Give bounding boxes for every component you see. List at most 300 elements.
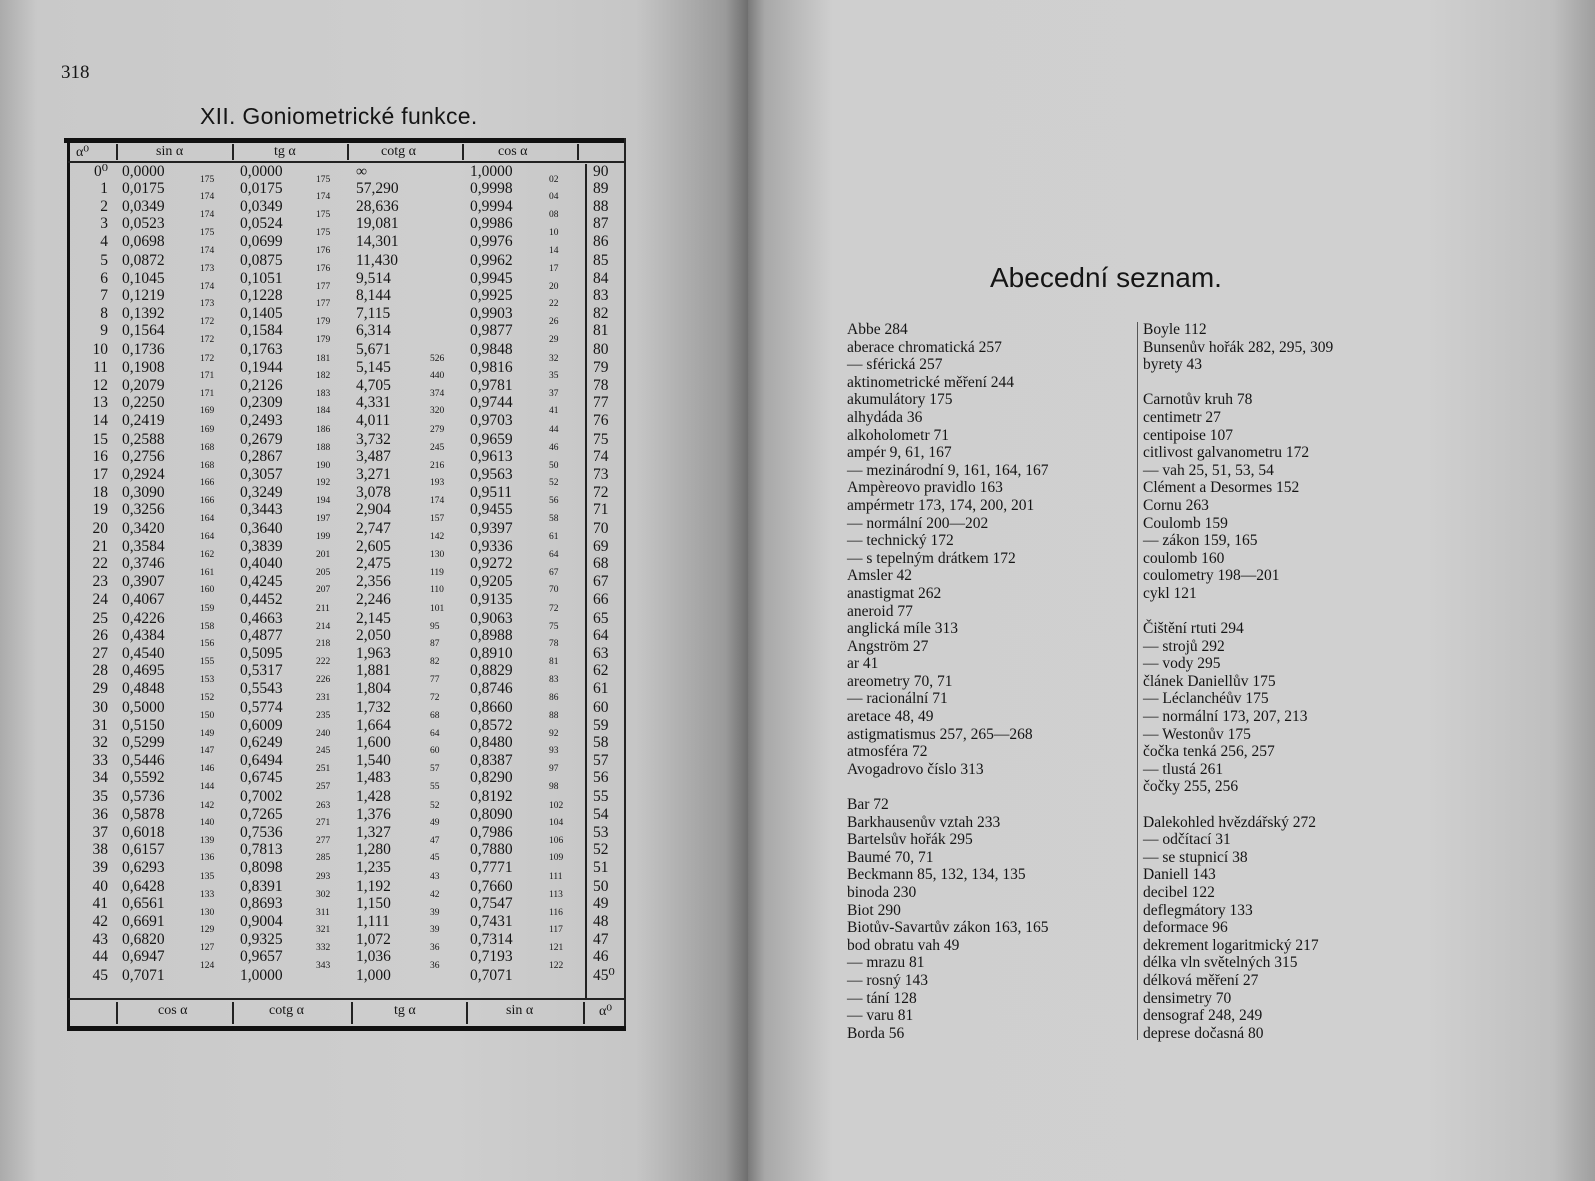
cos-difference: 70 (549, 585, 559, 596)
sin-cell: 0,5878 (122, 805, 165, 823)
index-entry: — tlustá 261 (1143, 760, 1224, 778)
cos-difference: 113 (549, 890, 563, 900)
tg-cell: 0,1763 (240, 341, 283, 359)
tg-cell: 0,4040 (240, 555, 283, 573)
complement-angle-cell: 66 (593, 590, 609, 608)
index-entry: ampérmetr 173, 174, 200, 201 (847, 496, 1035, 514)
index-entry: ar 41 (847, 655, 879, 673)
sin-cell: 0,5736 (122, 788, 165, 806)
cos-cell: 0,9945 (470, 269, 513, 287)
cos-difference: 88 (549, 711, 559, 722)
tg-cell: 0,8098 (240, 858, 283, 876)
index-entry: — zákon 159, 165 (1143, 532, 1258, 550)
tg-difference: 175 (316, 174, 331, 185)
tg-difference: 207 (316, 585, 331, 596)
cotg-difference: 110 (430, 585, 444, 596)
tg-cell: 0,8693 (240, 895, 283, 913)
tg-difference: 190 (316, 460, 331, 471)
cos-difference: 102 (549, 800, 564, 811)
tg-cell: 0,6249 (240, 734, 283, 752)
cos-cell: 0,7986 (470, 823, 513, 841)
cotg-difference: 216 (430, 460, 445, 471)
angle-cell: 43 (92, 930, 108, 948)
cos-difference: 04 (549, 192, 559, 203)
angle-cell: 35 (92, 788, 108, 806)
complement-angle-cell: 89 (593, 180, 609, 198)
index-group-gap (1143, 796, 1433, 814)
sin-difference: 158 (200, 621, 215, 632)
complement-angle-cell: 85 (593, 251, 609, 269)
table-bottom-rule (68, 1026, 626, 1031)
angle-cell: 28 (92, 662, 108, 680)
sin-difference: 146 (200, 764, 215, 774)
index-entry: článek Daniellův 175 (1143, 672, 1276, 690)
cotg-difference: 526 (430, 353, 445, 364)
cotg-cell: 3,487 (356, 448, 391, 466)
cos-difference: 37 (549, 388, 559, 399)
sin-difference: 129 (200, 925, 215, 936)
tg-difference: 205 (316, 567, 331, 578)
tg-difference: 343 (316, 961, 331, 972)
cos-difference: 97 (549, 764, 559, 774)
sin-cell: 0,2079 (122, 376, 165, 394)
cos-cell: 1,0000 (470, 162, 513, 180)
complement-angle-cell: 74 (593, 448, 609, 466)
cos-cell: 0,8910 (470, 644, 513, 662)
sin-difference: 127 (200, 942, 215, 953)
cos-cell: 0,7880 (470, 841, 513, 859)
cos-cell: 0,9976 (470, 232, 513, 250)
complement-angle-cell: 62 (593, 662, 609, 680)
tg-difference: 211 (316, 603, 330, 614)
cos-difference: 83 (549, 674, 559, 685)
cotg-difference: 60 (430, 746, 440, 757)
tg-cell: 0,4245 (240, 572, 283, 590)
angle-cell: 20 (92, 520, 108, 538)
angle-cell: 27 (92, 644, 108, 662)
sin-cell: 0,5150 (122, 716, 165, 734)
sin-cell: 0,2419 (122, 411, 165, 429)
index-entry: Bar 72 (847, 796, 889, 814)
index-entry: — Westonův 175 (1143, 725, 1251, 743)
tg-cell: 0,3249 (240, 483, 283, 501)
angle-cell: 40 (92, 877, 108, 895)
angle-cell: 11 (93, 358, 108, 376)
index-entry: — rosný 143 (847, 971, 928, 989)
tg-difference: 251 (316, 764, 331, 774)
tg-difference: 188 (316, 443, 331, 453)
cos-difference: 61 (549, 532, 559, 543)
cotg-cell: 1,483 (356, 769, 391, 787)
cos-difference: 08 (549, 210, 559, 220)
index-entry: Čištění rtuti 294 (1143, 620, 1244, 638)
tg-cell: 0,6009 (240, 716, 283, 734)
cotg-cell: 4,011 (356, 411, 391, 429)
angle-cell: 17 (92, 465, 108, 483)
cos-difference: 93 (549, 746, 559, 757)
index-entry: — technický 172 (847, 532, 954, 550)
sin-cell: 0,6157 (122, 841, 165, 859)
complement-angle-cell: 90 (593, 162, 609, 180)
index-entry: — se stupnicí 38 (1143, 848, 1248, 866)
cos-difference: 02 (549, 174, 559, 185)
cotg-cell: 4,705 (356, 376, 391, 394)
tg-cell: 0,3057 (240, 465, 283, 483)
index-entry: Barkhausenův vztah 233 (847, 813, 1001, 831)
cos-cell: 0,7431 (470, 912, 513, 930)
cos-cell: 0,9703 (470, 411, 513, 429)
sin-cell: 0,2250 (122, 394, 165, 412)
sin-cell: 0,7071 (122, 967, 165, 985)
sin-cell: 0,6293 (122, 858, 165, 876)
cos-difference: 52 (549, 478, 559, 489)
cos-difference: 104 (549, 818, 564, 829)
index-column-left (847, 321, 1127, 1042)
complement-angle-cell: 65 (593, 609, 609, 627)
cos-difference: 122 (549, 961, 564, 972)
cotg-cell: 3,271 (356, 465, 391, 483)
cotg-cell: 1,192 (356, 877, 391, 895)
cos-difference: 92 (549, 728, 559, 739)
index-entry: densimetry 70 (1143, 989, 1232, 1007)
cos-difference: 29 (549, 335, 559, 346)
cotg-cell: 1,327 (356, 823, 391, 841)
trig-table (64, 138, 624, 1028)
cos-cell: 0,9659 (470, 430, 513, 448)
sin-difference: 174 (200, 192, 215, 203)
complement-angle-cell: 67 (593, 572, 609, 590)
angle-cell: 26 (92, 627, 108, 645)
complement-angle-cell: 78 (593, 376, 609, 394)
tg-difference: 174 (316, 192, 331, 203)
tg-cell: 0,0524 (240, 215, 283, 233)
tg-cell: 0,5543 (240, 679, 283, 697)
complement-angle-cell: 86 (593, 232, 609, 250)
tg-difference: 199 (316, 532, 331, 543)
cotg-difference: 440 (430, 371, 445, 382)
cotg-difference: 193 (430, 478, 445, 489)
sin-cell: 0,4540 (122, 644, 165, 662)
cos-cell: 0,8480 (470, 734, 513, 752)
tg-cell: 0,9004 (240, 912, 283, 930)
complement-angle-cell: 54 (593, 805, 609, 823)
angle-cell: 4 (100, 232, 108, 250)
sin-cell: 0,1736 (122, 341, 165, 359)
cotg-cell: 2,475 (356, 555, 391, 573)
cos-cell: 0,8988 (470, 627, 513, 645)
sin-cell: 0,0175 (122, 180, 165, 198)
complement-angle-cell: 82 (593, 304, 609, 322)
tg-difference: 293 (316, 871, 331, 882)
sin-difference: 144 (200, 782, 215, 793)
index-entry: — racionální 71 (847, 690, 948, 708)
sin-cell: 0,0349 (122, 197, 165, 215)
cos-difference: 56 (549, 495, 559, 506)
index-entry: ampér 9, 61, 167 (847, 444, 952, 462)
cotg-cell: 2,356 (356, 572, 391, 590)
tg-difference: 235 (316, 711, 331, 722)
footer-cos: cos α (158, 1003, 188, 1018)
footer-divider (583, 1002, 585, 1024)
complement-angle-cell: 87 (593, 215, 609, 233)
index-entry: Baumé 70, 71 (847, 848, 934, 866)
tg-difference: 184 (316, 406, 331, 417)
index-entry: Ampèreovo pravidlo 163 (847, 479, 1003, 497)
sin-cell: 0,1045 (122, 269, 165, 287)
index-entry: — s tepelným drátkem 172 (847, 549, 1016, 567)
complement-angle-cell: 52 (593, 841, 609, 859)
tg-difference: 176 (316, 264, 331, 275)
cotg-difference: 36 (430, 961, 440, 972)
cotg-cell: 1,036 (356, 948, 391, 966)
cotg-difference: 49 (430, 818, 440, 829)
sin-difference: 159 (200, 603, 215, 614)
cos-difference: 44 (549, 424, 559, 435)
sin-cell: 0,5592 (122, 769, 165, 787)
cotg-difference: 55 (430, 782, 440, 793)
sin-difference: 166 (200, 495, 215, 506)
cos-difference: 75 (549, 621, 559, 632)
tg-cell: 0,8391 (240, 877, 283, 895)
tg-cell: 0,5774 (240, 698, 283, 716)
cotg-difference: 43 (430, 871, 440, 882)
sin-difference: 172 (200, 335, 215, 346)
cos-cell: 0,8572 (470, 716, 513, 734)
tg-cell: 0,1405 (240, 304, 283, 322)
sin-difference: 166 (200, 478, 215, 489)
table-top-rule (64, 138, 626, 143)
tg-difference: 183 (316, 388, 331, 399)
tg-cell: 0,0349 (240, 197, 283, 215)
sin-difference: 150 (200, 711, 215, 722)
cos-difference: 78 (549, 639, 559, 650)
complement-divider (585, 976, 587, 1000)
tg-cell: 0,2309 (240, 394, 283, 412)
cos-difference: 26 (549, 317, 559, 327)
complement-angle-cell: 68 (593, 555, 609, 573)
cos-cell: 0,8290 (470, 769, 513, 787)
index-group-gap (847, 778, 1127, 796)
cotg-cell: 1,804 (356, 679, 391, 697)
angle-cell: 29 (92, 679, 108, 697)
cotg-difference: 130 (430, 550, 445, 560)
tg-difference: 240 (316, 728, 331, 739)
tg-cell: 0,1228 (240, 287, 283, 305)
sin-cell: 0,4695 (122, 662, 165, 680)
footer-divider (351, 1002, 353, 1024)
angle-cell: 6 (100, 269, 108, 287)
index-entry: čočka tenká 256, 257 (1143, 743, 1275, 761)
sin-difference: 175 (200, 227, 215, 238)
cos-cell: 0,9613 (470, 448, 513, 466)
cos-difference: 111 (549, 871, 563, 882)
sin-cell: 0,1392 (122, 304, 165, 322)
cotg-difference: 119 (430, 567, 444, 578)
cos-cell: 0,8090 (470, 805, 513, 823)
cos-difference: 14 (549, 245, 559, 256)
cotg-difference: 101 (430, 603, 445, 614)
cotg-difference: 68 (430, 711, 440, 722)
angle-cell: 1 (100, 180, 108, 198)
tg-difference: 311 (316, 907, 330, 918)
cotg-cell: 1,963 (356, 644, 391, 662)
tg-difference: 181 (316, 353, 331, 364)
cotg-cell: 1,072 (356, 930, 391, 948)
sin-difference: 155 (200, 657, 215, 667)
sin-difference: 160 (200, 585, 215, 596)
index-entry: coulometry 198—201 (1143, 567, 1280, 585)
angle-cell: 39 (92, 858, 108, 876)
cos-cell: 0,9925 (470, 287, 513, 305)
cotg-cell: 28,636 (356, 197, 399, 215)
tg-difference: 218 (316, 639, 331, 650)
sin-cell: 0,4067 (122, 590, 165, 608)
table-left-rule (67, 138, 70, 1031)
index-entry: dekrement logaritmický 217 (1143, 936, 1319, 954)
sin-difference: 172 (200, 353, 215, 364)
sin-cell: 0,3256 (122, 501, 165, 519)
cotg-difference: 279 (430, 424, 445, 435)
index-entry: akumulátory 175 (847, 391, 953, 409)
cotg-cell: 1,280 (356, 841, 391, 859)
cos-difference: 20 (549, 281, 559, 292)
complement-angle-cell: 73 (593, 465, 609, 483)
tg-difference: 285 (316, 853, 331, 864)
angle-cell: 5 (100, 251, 108, 269)
angle-cell: 44 (92, 948, 108, 966)
cos-cell: 0,9063 (470, 609, 513, 627)
complement-angle-cell: 58 (593, 734, 609, 752)
index-entry: — mrazu 81 (847, 954, 925, 972)
sin-difference: 164 (200, 532, 215, 543)
cos-cell: 0,7771 (470, 858, 513, 876)
angle-cell: 33 (92, 751, 108, 769)
tg-cell: 0,3443 (240, 501, 283, 519)
complement-angle-cell: 49 (593, 895, 609, 913)
page-number: 318 (61, 62, 90, 83)
cotg-cell: 2,605 (356, 537, 391, 555)
tg-cell: 0,2493 (240, 411, 283, 429)
angle-cell: 16 (92, 448, 108, 466)
cos-cell: 0,9986 (470, 215, 513, 233)
tg-difference: 175 (316, 210, 331, 220)
tg-difference: 179 (316, 317, 331, 327)
complement-angle-cell: 71 (593, 501, 609, 519)
sin-cell: 0,4226 (122, 609, 165, 627)
index-entry: — odčítací 31 (1143, 831, 1231, 849)
cotg-cell: 7,115 (356, 304, 391, 322)
sin-difference: 171 (200, 371, 215, 382)
tg-difference: 182 (316, 371, 331, 382)
angle-cell: 3 (100, 215, 108, 233)
complement-angle-cell: 80 (593, 341, 609, 359)
index-entry: délka vln světelných 315 (1143, 954, 1298, 972)
sin-cell: 0,3584 (122, 537, 165, 555)
sin-cell: 0,0698 (122, 232, 165, 250)
tg-difference: 197 (316, 514, 331, 525)
tg-difference: 175 (316, 227, 331, 238)
header-alpha: α⁰ (76, 145, 89, 160)
index-entry: Abbe 284 (847, 321, 908, 338)
cos-cell: 0,8387 (470, 751, 513, 769)
sin-difference: 147 (200, 746, 215, 757)
complement-angle-cell: 84 (593, 269, 609, 287)
angle-cell: 24 (92, 590, 108, 608)
index-entry: atmosféra 72 (847, 743, 928, 761)
tg-cell: 0,4452 (240, 590, 283, 608)
cotg-difference: 45 (430, 853, 440, 864)
header-cos: cos α (498, 144, 528, 159)
tg-cell: 0,5095 (240, 644, 283, 662)
cos-cell: 0,9877 (470, 322, 513, 340)
cotg-cell: 19,081 (356, 215, 399, 233)
index-entry: alhydáda 36 (847, 408, 923, 426)
cotg-cell: 3,732 (356, 430, 391, 448)
complement-angle-cell: 72 (593, 483, 609, 501)
sin-difference: 171 (200, 388, 215, 399)
tg-difference: 263 (316, 800, 331, 811)
cos-difference: 32 (549, 353, 559, 364)
sin-cell: 0,2588 (122, 430, 165, 448)
left-page (0, 0, 748, 1181)
cos-cell: 0,9397 (470, 520, 513, 538)
complement-angle-cell: 55 (593, 788, 609, 806)
cos-difference: 98 (549, 782, 559, 793)
complement-angle-cell: 79 (593, 358, 609, 376)
cos-difference: 116 (549, 907, 563, 918)
cotg-difference: 142 (430, 532, 445, 543)
sin-difference: 174 (200, 245, 215, 256)
tg-cell: 0,9657 (240, 948, 283, 966)
angle-cell: 25 (92, 609, 108, 627)
index-title: Abecední seznam. (990, 262, 1222, 293)
sin-cell: 0,3420 (122, 520, 165, 538)
cotg-cell: 5,145 (356, 358, 391, 376)
index-entry: Avogadrovo číslo 313 (847, 760, 984, 778)
cos-cell: 0,9511 (470, 483, 513, 501)
cos-cell: 0,7193 (470, 948, 513, 966)
index-entry: — normální 200—202 (847, 514, 989, 532)
cos-cell: 0,9994 (470, 197, 513, 215)
index-entry: Angström 27 (847, 637, 929, 655)
cotg-difference: 57 (430, 764, 440, 774)
sin-difference: 168 (200, 460, 215, 471)
tg-cell: 0,6745 (240, 769, 283, 787)
sin-difference: 173 (200, 264, 215, 275)
index-entry: — vah 25, 51, 53, 54 (1143, 461, 1274, 479)
index-entry: Bartelsův hořák 295 (847, 831, 973, 849)
index-entry: aretace 48, 49 (847, 708, 934, 726)
sin-difference: 162 (200, 550, 215, 560)
index-entry: centipoise 107 (1143, 426, 1233, 444)
index-column-right (1143, 321, 1433, 1042)
cotg-cell: 14,301 (356, 232, 399, 250)
tg-difference: 245 (316, 746, 331, 757)
cos-cell: 0,8746 (470, 679, 513, 697)
cotg-difference: 87 (430, 639, 440, 650)
sin-cell: 0,3907 (122, 572, 165, 590)
cotg-difference: 47 (430, 835, 440, 846)
angle-cell: 9 (100, 322, 108, 340)
footer-rule (68, 998, 626, 1000)
sin-cell: 0,6691 (122, 912, 165, 930)
angle-cell: 18 (92, 483, 108, 501)
cotg-cell: 9,514 (356, 269, 391, 287)
index-group-gap (1143, 374, 1433, 392)
angle-cell: 0⁰ (94, 162, 108, 180)
angle-cell: 12 (92, 376, 108, 394)
index-entry: alkoholometr 71 (847, 426, 950, 444)
